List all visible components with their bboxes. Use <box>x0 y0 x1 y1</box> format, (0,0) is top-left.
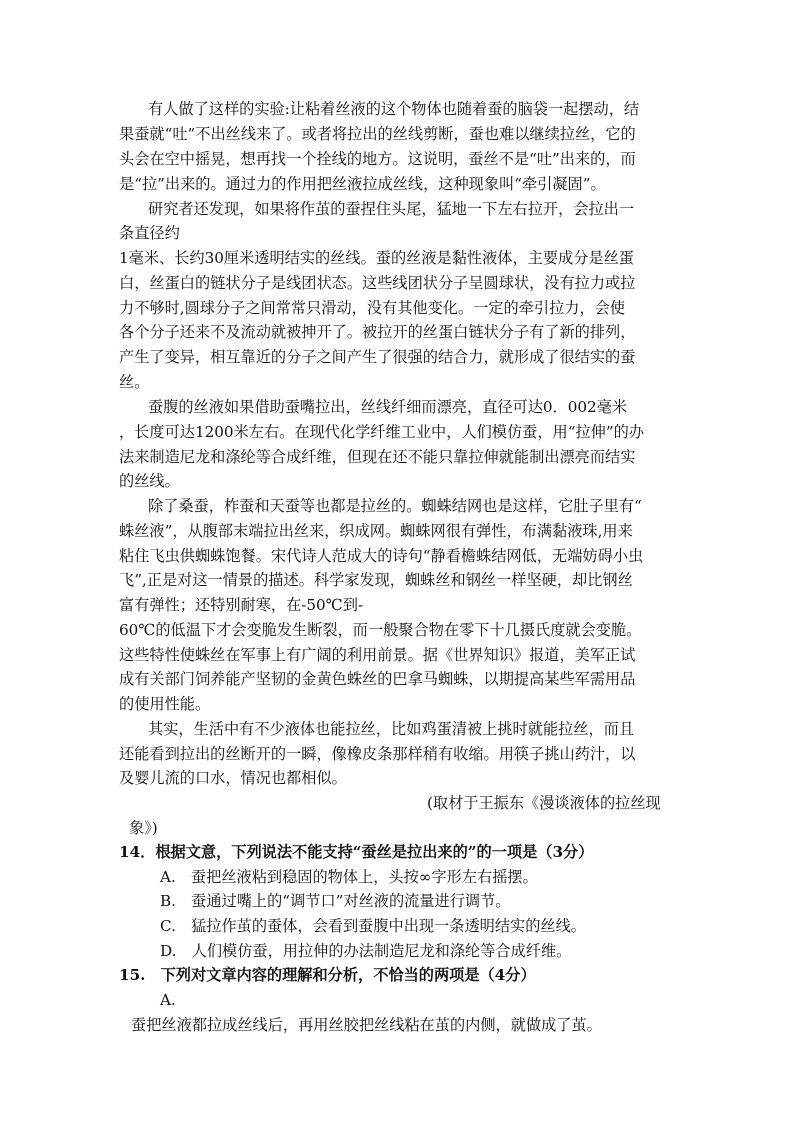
article-line: 这些特性使蛛丝在军事上有广阔的利用前景。据《世界知识》报道，美军正试 <box>119 646 636 664</box>
article-line: 研究者还发现，如果将作茧的蚕捏住头尾，猛地一下左右拉开，会拉出一 <box>148 200 634 218</box>
article-line: 法来制造尼龙和涤纶等合成纤维，但现在还不能只靠拉伸就能制出漂亮而结实 <box>119 448 636 466</box>
article-line: 粘住飞虫供蜘蛛饱餐。宋代诗人范成大的诗句“静看檐蛛结网低，无端妨碍小虫 <box>119 547 644 565</box>
question-15-stem: 15. 下列对文章内容的理解和分析，不恰当的两项是（4分） <box>119 966 536 984</box>
article-line: 及婴儿流的口水，情况也都相似。 <box>119 769 347 787</box>
article-line: 果蚕就“吐”不出丝线来了。或者将拉出的丝线剪断，蚕也难以继续拉丝，它的 <box>119 125 636 143</box>
article-line: 各个分子还来不及流动就被抻开了。被拉开的丝蛋白链状分子有了新的排列， <box>119 323 636 341</box>
article-line: 飞”,正是对这一情景的描述。科学家发现，蜘蛛丝和钢丝一样坚硬，却比钢丝 <box>119 571 633 589</box>
question-14-option-a: A. 蚕把丝液粘到稳固的物体上，头按∞字形左右摇摆。 <box>160 868 538 886</box>
question-14-option-d: D. 人们模仿蚕，用拉伸的办法制造尼龙和涤纶等合成纤维。 <box>160 942 572 960</box>
article-line: 富有弹性；还特别耐寒，在-50℃到- <box>119 596 364 614</box>
article-line: 力不够时,圆球分子之间常常只滑动，没有其他变化。一定的牵引拉力，会使 <box>119 299 626 317</box>
article-line: 是“拉”出来的。通过力的作用把丝液拉成丝线，这种现象叫“牵引凝固”。 <box>119 175 606 193</box>
article-line: 白，丝蛋白的链状分子是线团状态。这些线团状分子呈圆球状，没有拉力或拉 <box>119 274 636 292</box>
article-line: 蛛丝液”，从腹部末端拉出丝来，织成网。蜘蛛网很有弹性，布满黏液珠,用来 <box>119 522 633 540</box>
article-line: 有人做了这样的实验:让粘着丝液的这个物体也随着蚕的脑袋一起摆动，结 <box>148 100 640 118</box>
article-line: 60℃的低温下才会变脆发生断裂，而一般聚合物在零下十几摄氏度就会变脆。 <box>119 621 642 639</box>
article-line: 1毫米、长约30厘米透明结实的丝线。蚕的丝液是黏性液体，主要成分是丝蛋 <box>119 249 634 267</box>
article-line: 产生了变异，相互靠近的分子之间产生了很强的结合力，就形成了很结实的蚕 <box>119 348 636 366</box>
question-15-option-a-label: A. <box>160 991 176 1009</box>
article-line: 的丝线。 <box>119 472 180 490</box>
source-citation: (取材于王振东《漫谈液体的拉丝现 <box>427 794 661 812</box>
question-14-option-b: B. 蚕通过嘴上的“调节口”对丝液的流量进行调节。 <box>160 892 511 910</box>
question-14-stem: 14．根据文意，下列说法不能支持“蚕丝是拉出来的”的一项是（3分） <box>119 843 594 861</box>
article-line: 蚕腹的丝液如果借助蚕嘴拉出，丝线纤细而漂亮，直径可达0．002毫米 <box>148 398 628 416</box>
article-line: 条直径约 <box>119 224 180 242</box>
article-line: 丝。 <box>119 373 150 391</box>
article-line: 头会在空中摇晃，想再找一个拴线的地方。这说明，蚕丝不是“吐”出来的，而 <box>119 150 636 168</box>
source-citation-continued: 象》) <box>129 819 158 837</box>
question-15-option-a-text: 蚕把丝液都拉成丝线后，再用丝胶把丝线粘在茧的内侧，就做成了茧。 <box>131 1016 602 1034</box>
article-line: 其实，生活中有不少液体也能拉丝，比如鸡蛋清被上挑时就能拉丝，而且 <box>148 720 634 738</box>
article-line: ，长度可达1200米左右。在现代化学纤维工业中，人们模仿蚕，用“拉伸”的办 <box>119 423 644 441</box>
question-14-option-c: C. 猛拉作茧的蚕体，会看到蚕腹中出现一条透明结实的丝线。 <box>160 917 586 935</box>
article-line: 的使用性能。 <box>119 695 211 713</box>
article-line: 还能看到拉出的丝断开的一瞬，像橡皮条那样稍有收缩。用筷子挑山药汁，以 <box>119 745 636 763</box>
article-line: 除了桑蚕，柞蚕和天蚕等也都是拉丝的。蜘蛛结网也是这样，它肚子里有“ <box>148 497 642 515</box>
article-line: 成有关部门饲养能产坚韧的金黄色蛛丝的巴拿马蜘蛛，以期提高某些军需用品 <box>119 670 636 688</box>
